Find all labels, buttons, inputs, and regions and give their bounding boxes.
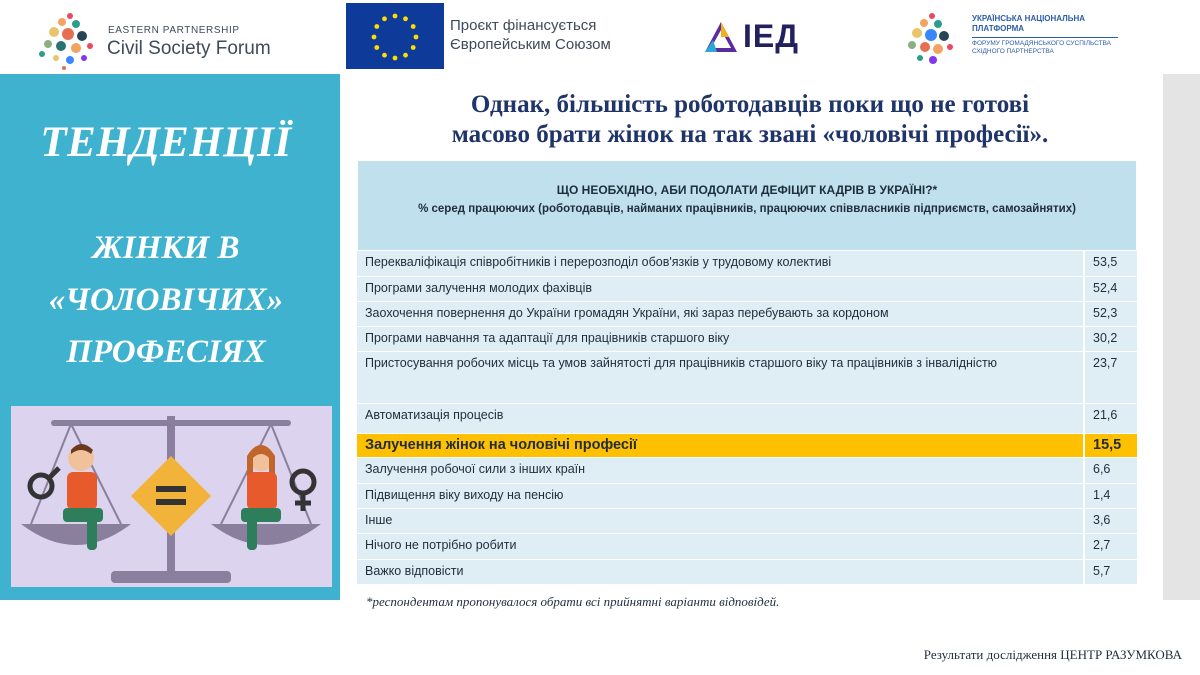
table-row	[357, 534, 1137, 560]
row-label: Автоматизація процесів	[357, 404, 1085, 433]
table-row	[357, 509, 1137, 534]
left-topic-panel	[0, 74, 340, 600]
table-row	[357, 251, 1137, 277]
row-label: Програми залучення молодих фахівців	[357, 277, 1085, 301]
eu-funding-text	[450, 16, 611, 54]
panel-subtitle-line3: ПРОФЕСІЯХ	[66, 334, 266, 370]
row-value: 23,7	[1093, 356, 1118, 370]
table-row	[357, 327, 1137, 352]
row-value: 1,4	[1093, 488, 1111, 502]
row-label: Залучення жінок на чоловічі професії	[357, 434, 1085, 457]
row-value: 3,6	[1093, 513, 1111, 527]
panel-subtitle-line1: ЖІНКИ В	[92, 230, 240, 266]
heading-line2: масово брати жінок на так звані «чоловічі професії».	[451, 121, 1049, 148]
table-header	[357, 160, 1137, 251]
row-value: 5,7	[1093, 564, 1111, 578]
balance-scale-icon	[11, 406, 332, 587]
table-row	[357, 484, 1137, 509]
csf-line1: EASTERN PARTNERSHIP	[108, 25, 240, 36]
unp-subtitle: ФОРУМУ ГРОМАДЯНСЬКОГО СУСПІЛЬСТВА СХІДНОГО ПАРТНЕРСТВА	[972, 40, 1112, 55]
panel-title: ТЕНДЕНЦІЇ	[40, 119, 292, 166]
heading-line1: Однак, більшість роботодавців поки що не готові	[470, 91, 1030, 118]
table-row-highlighted	[357, 434, 1137, 458]
gender-equality-illustration	[11, 406, 332, 587]
csf-line2: Civil Society Forum	[107, 38, 271, 59]
table-row	[357, 404, 1137, 434]
right-decorative-bar	[1163, 74, 1200, 600]
row-label: Важко відповісти	[357, 560, 1085, 584]
table-row	[357, 277, 1137, 302]
survey-table	[357, 160, 1137, 585]
panel-subtitle-line2: «ЧОЛОВІЧИХ»	[48, 282, 284, 318]
row-label: Нічого не потрібно робити	[357, 534, 1085, 559]
row-value: 6,6	[1093, 462, 1111, 476]
panel-subtitle	[0, 222, 332, 378]
row-label: Залучення робочої сили з інших країн	[357, 458, 1085, 483]
table-row	[357, 302, 1137, 327]
table-base: % серед працюючих (роботодавців, найманих працівників, працюючих співвласників підприємств, самозайнятих)	[418, 203, 1076, 215]
civil-society-forum-logo	[34, 8, 294, 70]
unp-divider	[972, 37, 1118, 38]
ied-logo	[703, 20, 813, 56]
page-heading	[360, 90, 1140, 150]
row-value: 53,5	[1093, 255, 1118, 269]
colorful-dots-logo-icon	[900, 8, 962, 68]
source-credit: Результати дослідження ЦЕНТР РАЗУМКОВА	[923, 647, 1182, 662]
row-label: Перекваліфікація співробітників і перерозподіл обов'язків у трудовому колективі	[357, 251, 1085, 276]
row-value: 2,7	[1093, 538, 1111, 552]
row-label: Пристосування робочих місць та умов зайнятості для працівників старшого віку та працівників з інвалідністю	[357, 352, 1085, 403]
triangle-logo-icon	[703, 20, 739, 54]
row-label: Підвищення віку виходу на пенсію	[357, 484, 1085, 508]
ied-wordmark: ІЕД	[743, 18, 800, 54]
eu-stars-icon	[346, 3, 444, 69]
eu-flag-logo	[346, 3, 444, 69]
eu-text-line2: Європейським Союзом	[450, 36, 611, 53]
eu-text-line1: Проєкт фінансується	[450, 17, 597, 34]
row-value: 52,4	[1093, 281, 1118, 295]
footnote: *респондентам пропонувалося обрати всі прийнятні варіанти відповідей.	[366, 594, 780, 609]
table-row	[357, 458, 1137, 484]
unp-title: УКРАЇНСЬКА НАЦІОНАЛЬНА ПЛАТФОРМА	[972, 14, 1086, 33]
row-label: Інше	[357, 509, 1085, 533]
colorful-dots-logo-icon	[34, 8, 104, 70]
ukrainian-national-platform-logo	[900, 8, 1140, 68]
row-label: Заохочення повернення до України громадян України, які зараз перебувають за кордоном	[357, 302, 1085, 326]
table-question: ЩО НЕОБХІДНО, АБИ ПОДОЛАТИ ДЕФІЦИТ КАДРІВ В УКРАЇНІ?*	[556, 183, 938, 197]
table-row	[357, 560, 1137, 585]
row-value: 21,6	[1093, 408, 1118, 422]
table-row	[357, 352, 1137, 404]
row-value: 30,2	[1093, 331, 1118, 345]
row-value: 52,3	[1093, 306, 1118, 320]
row-value: 15,5	[1093, 437, 1122, 453]
row-label: Програми навчання та адаптації для працівників старшого віку	[357, 327, 1085, 351]
